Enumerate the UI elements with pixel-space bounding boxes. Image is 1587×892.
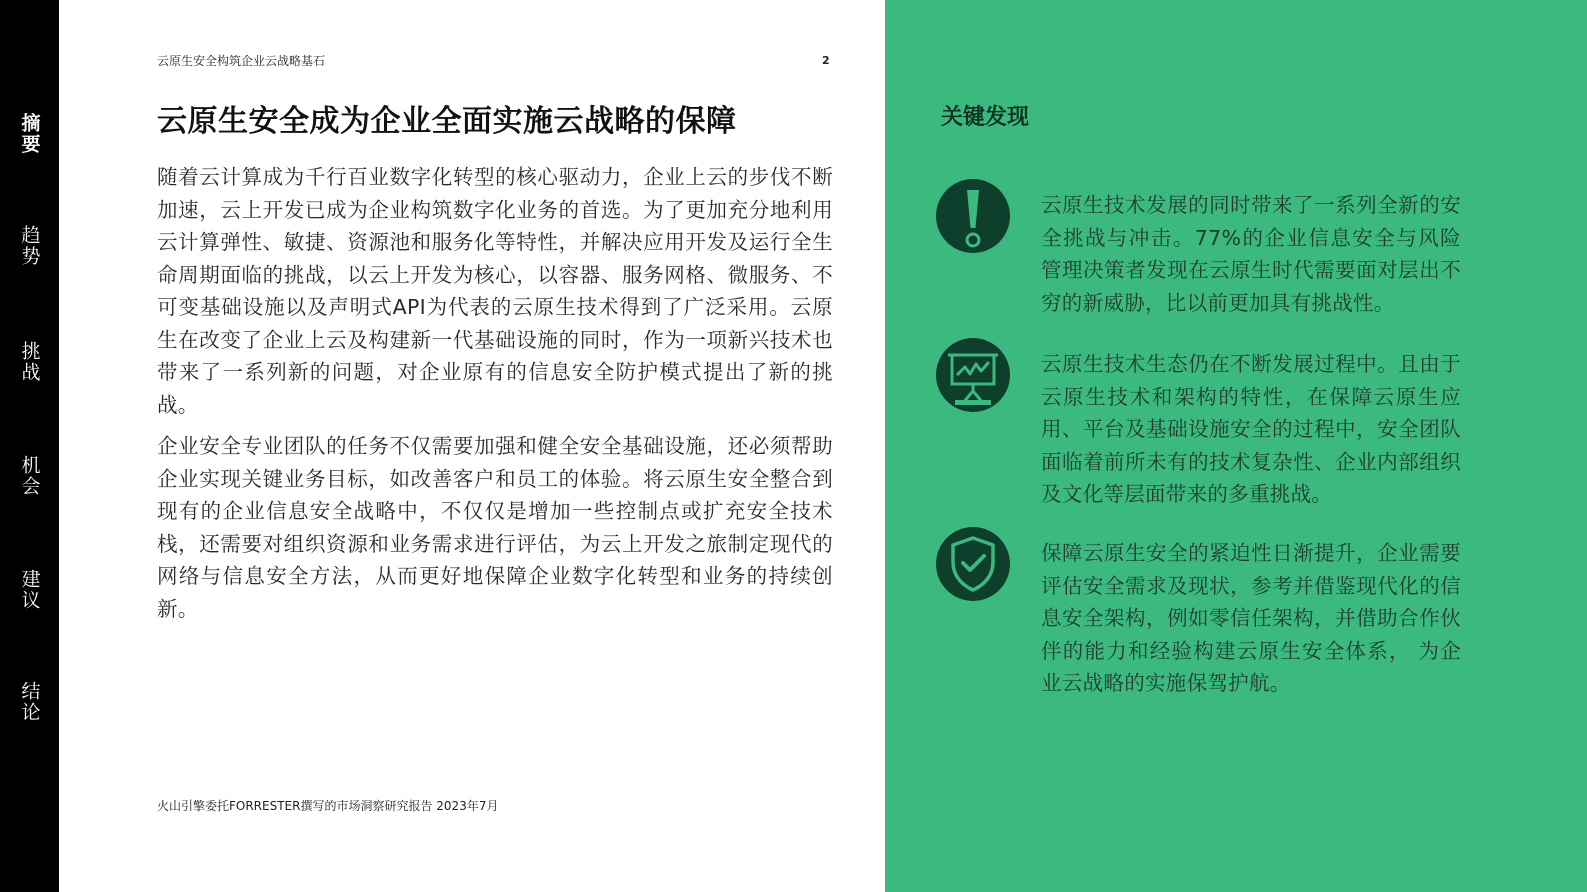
body-paragraph: 随着云计算成为千行百业数字化转型的核心驱动力，企业上云的步伐不断加速，云上开发已成为企业构筑数字化业务的首选。为了更加充分地利用云计算弹性、敏捷、资源池和服务化等特性，并解决应用开发及运行全生命周期面临的挑战，以云上开发为核心，以容器、服务网格、微服务、不可变基础设施以及声明式API为代表的云原生技术得到了广泛采用。云原生在改变了企业上云及构建新一代基础设施的同时，作为一项新兴技术也带来了一系列新的问题，对企业原有的信息安全防护模式提出了新的挑战。 — [157, 165, 833, 417]
nav-item-label: 机会 — [18, 455, 41, 497]
finding-text: 保障云原生安全的紧迫性日渐提升，企业需要评估安全需求及现状，参考并借鉴现代化的信息安全架构，例如零信任架构，并借助合作伙伴的能力和经验构建云原生安全体系， 为企业云战略的实施保驾护航。 — [1041, 541, 1461, 695]
finding-text: 云原生技术发展的同时带来了一系列全新的安全挑战与冲击。77%的企业信息安全与风险管理决策者发现在云原生时代需要面对层出不穷的新威胁，比以前更加具有挑战性。 — [1041, 193, 1461, 315]
nav-item-label: 摘要 — [18, 113, 41, 155]
nav-item-challenges[interactable] — [0, 341, 59, 383]
nav-item-label: 建议 — [18, 569, 41, 611]
footer-note: 火山引擎委托FORRESTER撰写的市场洞察研究报告 2023年7月 — [157, 799, 499, 813]
body-paragraph: 企业安全专业团队的任务不仅需要加强和健全安全基础设施，还必须帮助企业实现关键业务目标，如改善客户和员工的体验。将云原生安全整合到现有的企业信息安全战略中，不仅仅是增加一些控制点或扩充安全技术栈，还需要对组织资源和业务需求进行评估，为云上开发之旅制定现代的网络与信息安全方法，从而更好地保障企业数字化转型和业务的持续创新。 — [157, 434, 833, 621]
running-title: 云原生安全构筑企业云战略基石 — [157, 54, 326, 68]
nav-item-trends[interactable] — [0, 225, 59, 267]
exclamation-icon — [936, 179, 1010, 253]
nav-item-summary[interactable] — [0, 113, 59, 155]
page-title: 云原生安全成为企业全面实施云战略的保障 — [157, 104, 737, 139]
main-content — [59, 0, 885, 892]
nav-item-label: 趋势 — [18, 225, 41, 267]
presentation-chart-icon — [936, 338, 1010, 412]
key-findings-panel — [885, 0, 1587, 892]
nav-item-recommendations[interactable] — [0, 569, 59, 611]
key-findings-heading: 关键发现 — [941, 105, 1030, 130]
page-number: 2 — [822, 54, 830, 67]
body-text — [157, 161, 833, 634]
nav-item-opportunities[interactable] — [0, 455, 59, 497]
nav-item-label: 结论 — [18, 681, 41, 723]
section-nav — [0, 0, 59, 892]
shield-check-icon — [936, 527, 1010, 601]
nav-item-label: 挑战 — [18, 341, 41, 383]
nav-item-conclusion[interactable] — [0, 681, 59, 723]
finding-text: 云原生技术生态仍在不断发展过程中。且由于云原生技术和架构的特性，在保障云原生应用、平台及基础设施安全的过程中，安全团队面临着前所未有的技术复杂性、企业内部组织及文化等层面带来的多重挑战。 — [1041, 352, 1461, 506]
